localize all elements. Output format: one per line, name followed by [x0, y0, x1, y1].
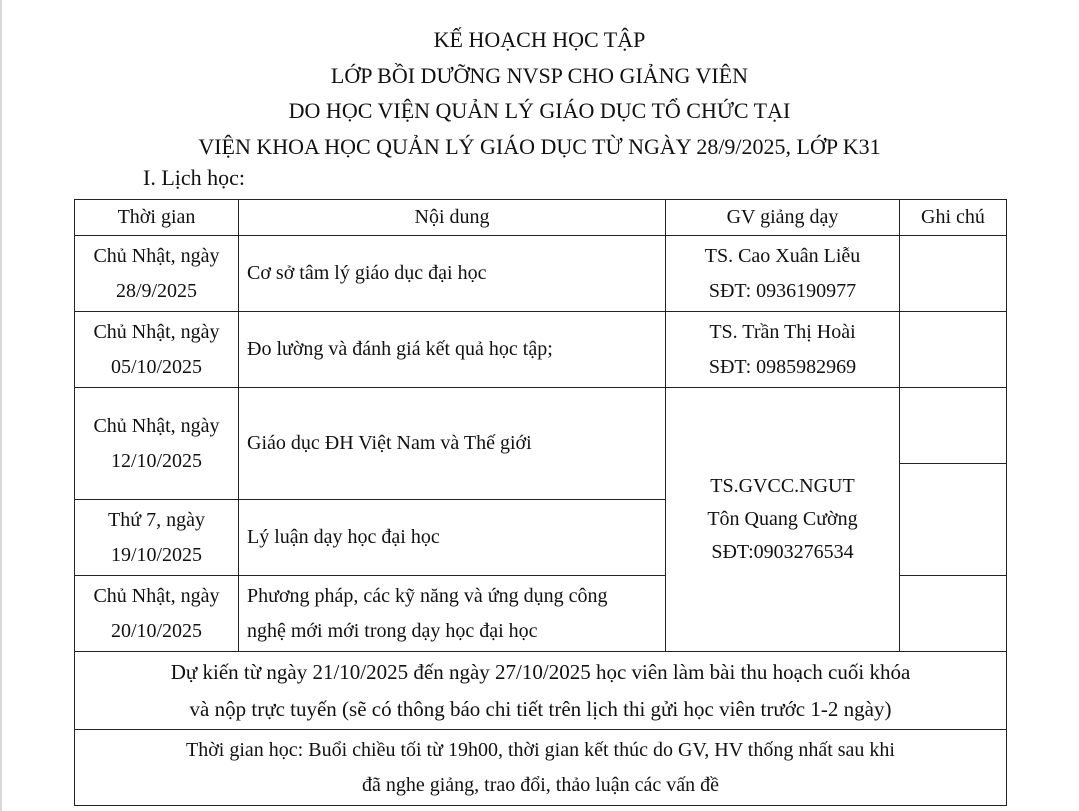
column-header-content: Nội dung [239, 200, 666, 236]
assignment-row [75, 652, 1007, 730]
document-header [0, 22, 1079, 164]
content-line-1: Phương pháp, các kỹ năng và ứng dụng công [247, 584, 608, 607]
assignment-line-1: Dự kiến từ ngày 21/10/2025 đến ngày 27/10/2025 học viên làm bài thu hoạch cuối khóa [170, 659, 911, 684]
time-date: 12/10/2025 [110, 449, 203, 472]
note-cell [900, 576, 1007, 652]
content-cell: Lý luận dạy học đại học [239, 500, 666, 576]
teacher-phone: SĐT: 0985982969 [708, 355, 857, 378]
time-cell [75, 236, 239, 312]
study-time-line-2: đã nghe giảng, trao đổi, thảo luận các vấn đề [361, 773, 720, 796]
time-cell [75, 576, 239, 652]
time-day: Chủ Nhật, ngày [93, 414, 220, 437]
time-date: 28/9/2025 [115, 279, 198, 302]
shared-teacher-cell [666, 388, 900, 652]
teacher-phone: SĐT: 0936190977 [708, 279, 857, 302]
time-date: 05/10/2025 [110, 355, 203, 378]
table-header-row [75, 200, 1007, 236]
time-day: Chủ Nhật, ngày [93, 244, 220, 267]
time-cell [75, 388, 239, 500]
shared-teacher-phone: SĐT:0903276534 [711, 541, 854, 563]
time-cell [75, 500, 239, 576]
content-cell [239, 576, 666, 652]
time-cell [75, 312, 239, 388]
assignment-line-2: và nộp trực tuyến (sẽ có thông báo chi tiết trên lịch thi gửi học viên trước 1-2 ngày) [189, 696, 892, 721]
teacher-cell [666, 312, 900, 388]
note-cell [900, 236, 1007, 312]
content-cell: Cơ sở tâm lý giáo dục đại học [239, 236, 666, 312]
shared-teacher-title: TS.GVCC.NGUT [710, 475, 855, 497]
time-day: Chủ Nhật, ngày [93, 320, 220, 343]
header-line-3: DO HỌC VIỆN QUẢN LÝ GIÁO DỤC TỔ CHỨC TẠI [288, 98, 791, 123]
time-day: Chủ Nhật, ngày [93, 584, 220, 607]
column-header-time: Thời gian [75, 200, 239, 236]
content-cell: Đo lường và đánh giá kết quả học tập; [239, 312, 666, 388]
time-day: Thứ 7, ngày [108, 508, 205, 531]
column-header-note: Ghi chú [900, 200, 1007, 236]
note-cell [900, 388, 1007, 464]
header-line-1: KẾ HOẠCH HỌC TẬP [433, 27, 646, 52]
table-row [75, 312, 1007, 388]
assignment-cell [75, 652, 1007, 730]
content-cell: Giáo dục ĐH Việt Nam và Thế giới [239, 388, 666, 500]
study-time-cell [75, 730, 1007, 806]
note-cell [900, 464, 1007, 576]
study-time-row [75, 730, 1007, 806]
header-line-2: LỚP BỒI DƯỠNG NVSP CHO GIẢNG VIÊN [330, 62, 749, 88]
table-row [75, 388, 1007, 464]
teacher-name: TS. Cao Xuân Liễu [704, 244, 861, 267]
note-cell [900, 312, 1007, 388]
column-header-teacher: GV giảng dạy [666, 200, 900, 236]
schedule-table [74, 199, 1007, 806]
time-date: 20/10/2025 [110, 619, 203, 642]
study-time-line-1: Thời gian học: Buổi chiều tối từ 19h00, thời gian kết thúc do GV, HV thống nhất sau khi [186, 738, 895, 761]
header-line-4: VIỆN KHOA HỌC QUẢN LÝ GIÁO DỤC TỪ NGÀY 28/9/2025, LỚP K31 [198, 133, 881, 159]
shared-teacher-name: Tôn Quang Cường [707, 508, 858, 530]
table-row [75, 236, 1007, 312]
content-line-2: nghệ mới mới trong dạy học đại học [247, 619, 538, 642]
time-date: 19/10/2025 [110, 543, 203, 566]
teacher-cell [666, 236, 900, 312]
teacher-name: TS. Trần Thị Hoài [709, 320, 856, 343]
section-title: I. Lịch học: [143, 165, 246, 190]
